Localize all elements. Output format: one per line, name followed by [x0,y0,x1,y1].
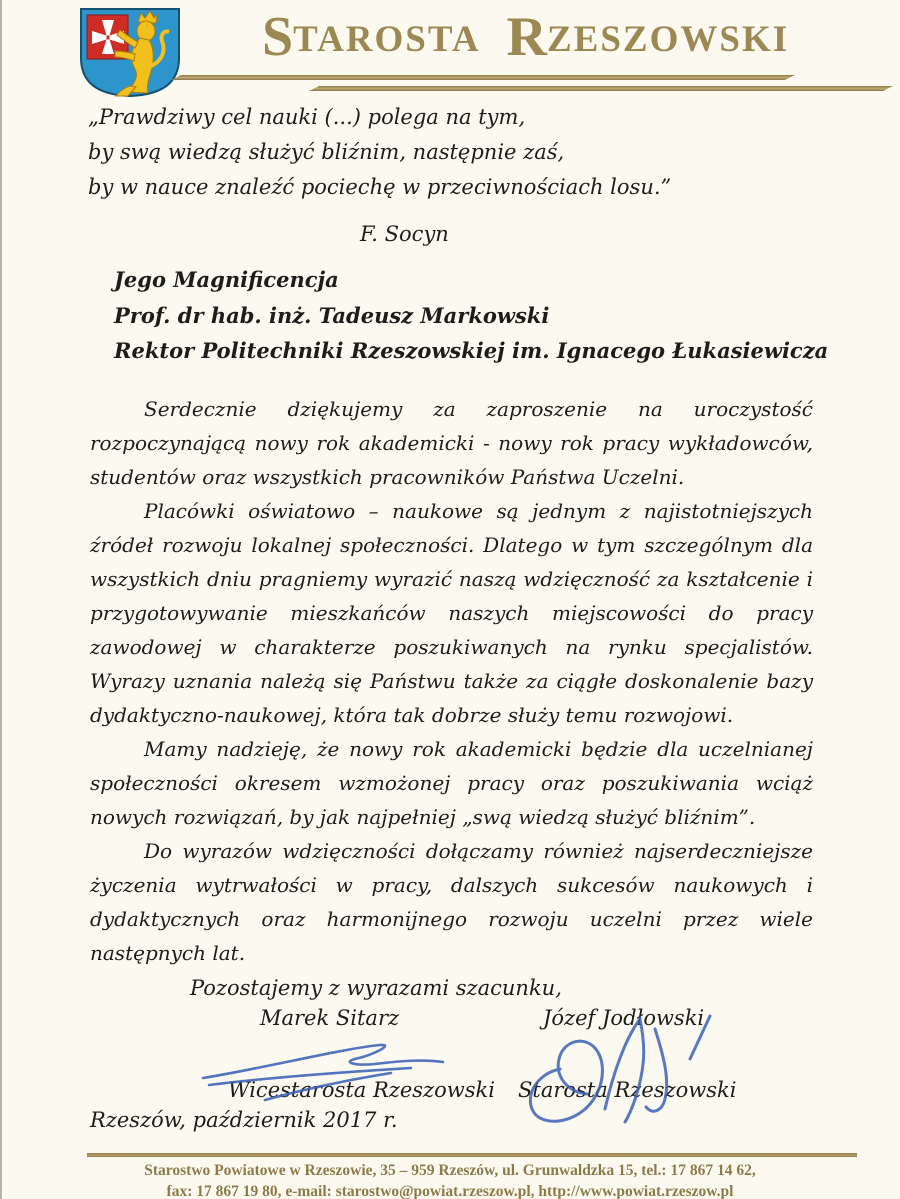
header-rule-bottom [309,86,893,91]
title-word-rest: TAROSTA [293,19,481,60]
title-initial: S [262,6,294,68]
signer-name-right: Józef Jodłowski [543,1006,705,1030]
footer-contact-block [0,1161,900,1199]
coat-of-arms-icon [78,6,182,99]
page-title [262,6,790,68]
addressee-line: Prof. dr hab. inż. Tadeusz Markowski [114,302,550,328]
addressee-block [114,262,828,369]
body-paragraph: Placówki oświatowo – naukowe są jednym z najistotniejszych źródeł rozwoju lokalnej społeczności. Dlatego w tym szczególnym dla wszystkich dniu pragniemy wyrazić naszą wdzięczność za kształcenie i przygotowywanie mieszkańców naszych miejscowości do pracy zawodowej w charakterze poszukiwanych na rynku specjalistów. Wyrazy uznania należą się Państwu także za ciągłe doskonalenie bazy dydaktyczno-naukowej, która tak dobrze służy temu rozwojowi. [90,499,813,727]
quote-attribution: F. Socyn [360,222,449,246]
title-initial: R [506,6,547,68]
footer-rule [87,1153,857,1157]
signature-jozef-jodlowski-icon [505,1014,725,1139]
quote-line: by w nauce znaleźć pociechę w przeciwnościach losu.” [88,175,672,199]
addressee-line: Jego Magnificencja [114,267,339,292]
body-paragraph: Mamy nadzieję, że nowy rok akademicki będzie dla uczelnianej społeczności okresem wzmożonej pracy oraz poszukiwania wciąż nowych rozwiązań, by jak najpełniej „swą wiedzą służyć bliźnim”. [90,737,813,829]
scan-edge-artifact [0,0,2,1199]
body-paragraph: Do wyrazów wdzięczności dołączamy również najserdeczniejsze życzenia wytrwałości w pracy, dalszych sukcesów naukowych i dydaktycznych oraz harmonijnego rozwoju uczelni przez wiele następnych lat. [90,839,813,965]
footer-contact-line: fax: 17 867 19 80, e-mail: starostwo@powiat.rzeszow.pl, http://www.powiat.rzeszow.pl [166,1182,734,1199]
body-paragraph: Serdecznie dziękujemy za zaproszenie na uroczystość rozpoczynającą nowy rok akademicki - nowy rok pracy wykładowców, studentów oraz wszystkich pracowników Państwa Uczelni. [90,397,813,489]
footer-address-line: Starostwo Powiatowe w Rzeszowie, 35 – 959 Rzeszów, ul. Grunwaldzka 15, tel.: 17 867 14 62, [144,1162,756,1179]
quote-line: by swą wiedzą służyć bliźnim, następnie zaś, [88,140,565,164]
quote-line: „Prawdziwy cel nauki (...) polega na tym, [88,105,526,129]
header-rule-top [171,75,795,80]
letter-body [90,392,813,970]
signature-marek-sitarz-icon [195,1028,455,1103]
motto-quote [88,100,671,252]
dateline: Rzeszów, październik 2017 r. [90,1108,398,1132]
title-word-rest: ZESZOWSKI [547,19,790,60]
signer-name-left: Marek Sitarz [260,1006,400,1030]
signer-title-right: Starosta Rzeszowski [518,1078,737,1102]
signer-title-left: Wicestarosta Rzeszowski [228,1078,495,1102]
closing-salutation: Pozostajemy z wyrazami szacunku, [190,976,562,1000]
addressee-line: Rektor Politechniki Rzeszowskiej im. Ignacego Łukasiewicza [114,338,829,363]
